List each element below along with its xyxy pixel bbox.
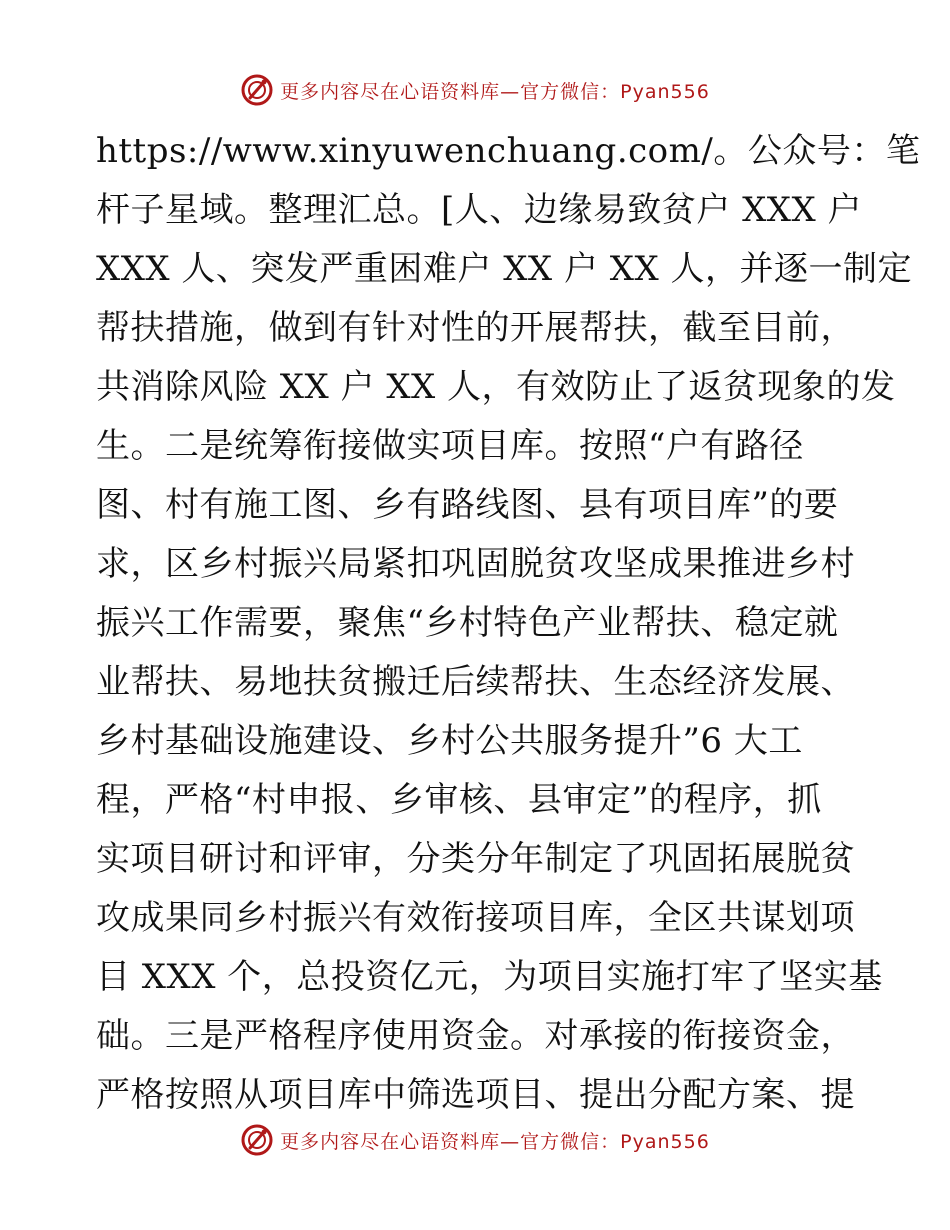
header-watermark bbox=[0, 70, 950, 110]
seal-icon bbox=[240, 73, 274, 107]
text-line: 振兴工作需要，聚焦“乡村特色产业帮扶、稳定就 bbox=[96, 603, 839, 643]
text-line: 生。二是统筹衔接做实项目库。按照“户有路径 bbox=[96, 426, 804, 466]
document-body bbox=[96, 122, 921, 1125]
text-line: 严格按照从项目库中筛选项目、提出分配方案、提 bbox=[96, 1075, 855, 1115]
text-line: 图、村有施工图、乡有路线图、县有项目库”的要 bbox=[96, 485, 839, 525]
header-watermark-text: 更多内容尽在心语资料库—官方微信：Pyan556 bbox=[280, 80, 710, 103]
text-line: XXX 人、突发严重困难户 XX 户 XX 人，并逐一制定 bbox=[96, 249, 912, 289]
text-line: 目 XXX 个，总投资亿元，为项目实施打牢了坚实基 bbox=[96, 957, 883, 997]
text-line: 杆子星域。整理汇总。[人、边缘易致贫户 XXX 户 bbox=[96, 190, 862, 230]
footer-watermark-text: 更多内容尽在心语资料库—官方微信：Pyan556 bbox=[280, 1130, 710, 1153]
text-line: 实项目研讨和评审，分类分年制定了巩固拓展脱贫 bbox=[96, 839, 855, 879]
footer-watermark bbox=[0, 1120, 950, 1160]
text-line: 础。三是严格程序使用资金。对承接的衔接资金， bbox=[96, 1016, 855, 1056]
text-line: 求，区乡村振兴局紧扣巩固脱贫攻坚成果推进乡村 bbox=[96, 544, 855, 584]
text-line: 程，严格“村申报、乡审核、县审定”的程序，抓 bbox=[96, 780, 822, 820]
text-line: 乡村基础设施建设、乡村公共服务提升”6 大工 bbox=[96, 721, 803, 761]
text-line: 攻成果同乡村振兴有效衔接项目库，全区共谋划项 bbox=[96, 898, 855, 938]
seal-icon bbox=[240, 1123, 274, 1157]
text-line: 共消除风险 XX 户 XX 人，有效防止了返贫现象的发 bbox=[96, 367, 896, 407]
text-line: 业帮扶、易地扶贫搬迁后续帮扶、生态经济发展、 bbox=[96, 662, 855, 702]
text-line: https://www.xinyuwenchuang.com/。公众号：笔 bbox=[96, 131, 921, 171]
text-line: 帮扶措施，做到有针对性的开展帮扶，截至目前， bbox=[96, 308, 855, 348]
